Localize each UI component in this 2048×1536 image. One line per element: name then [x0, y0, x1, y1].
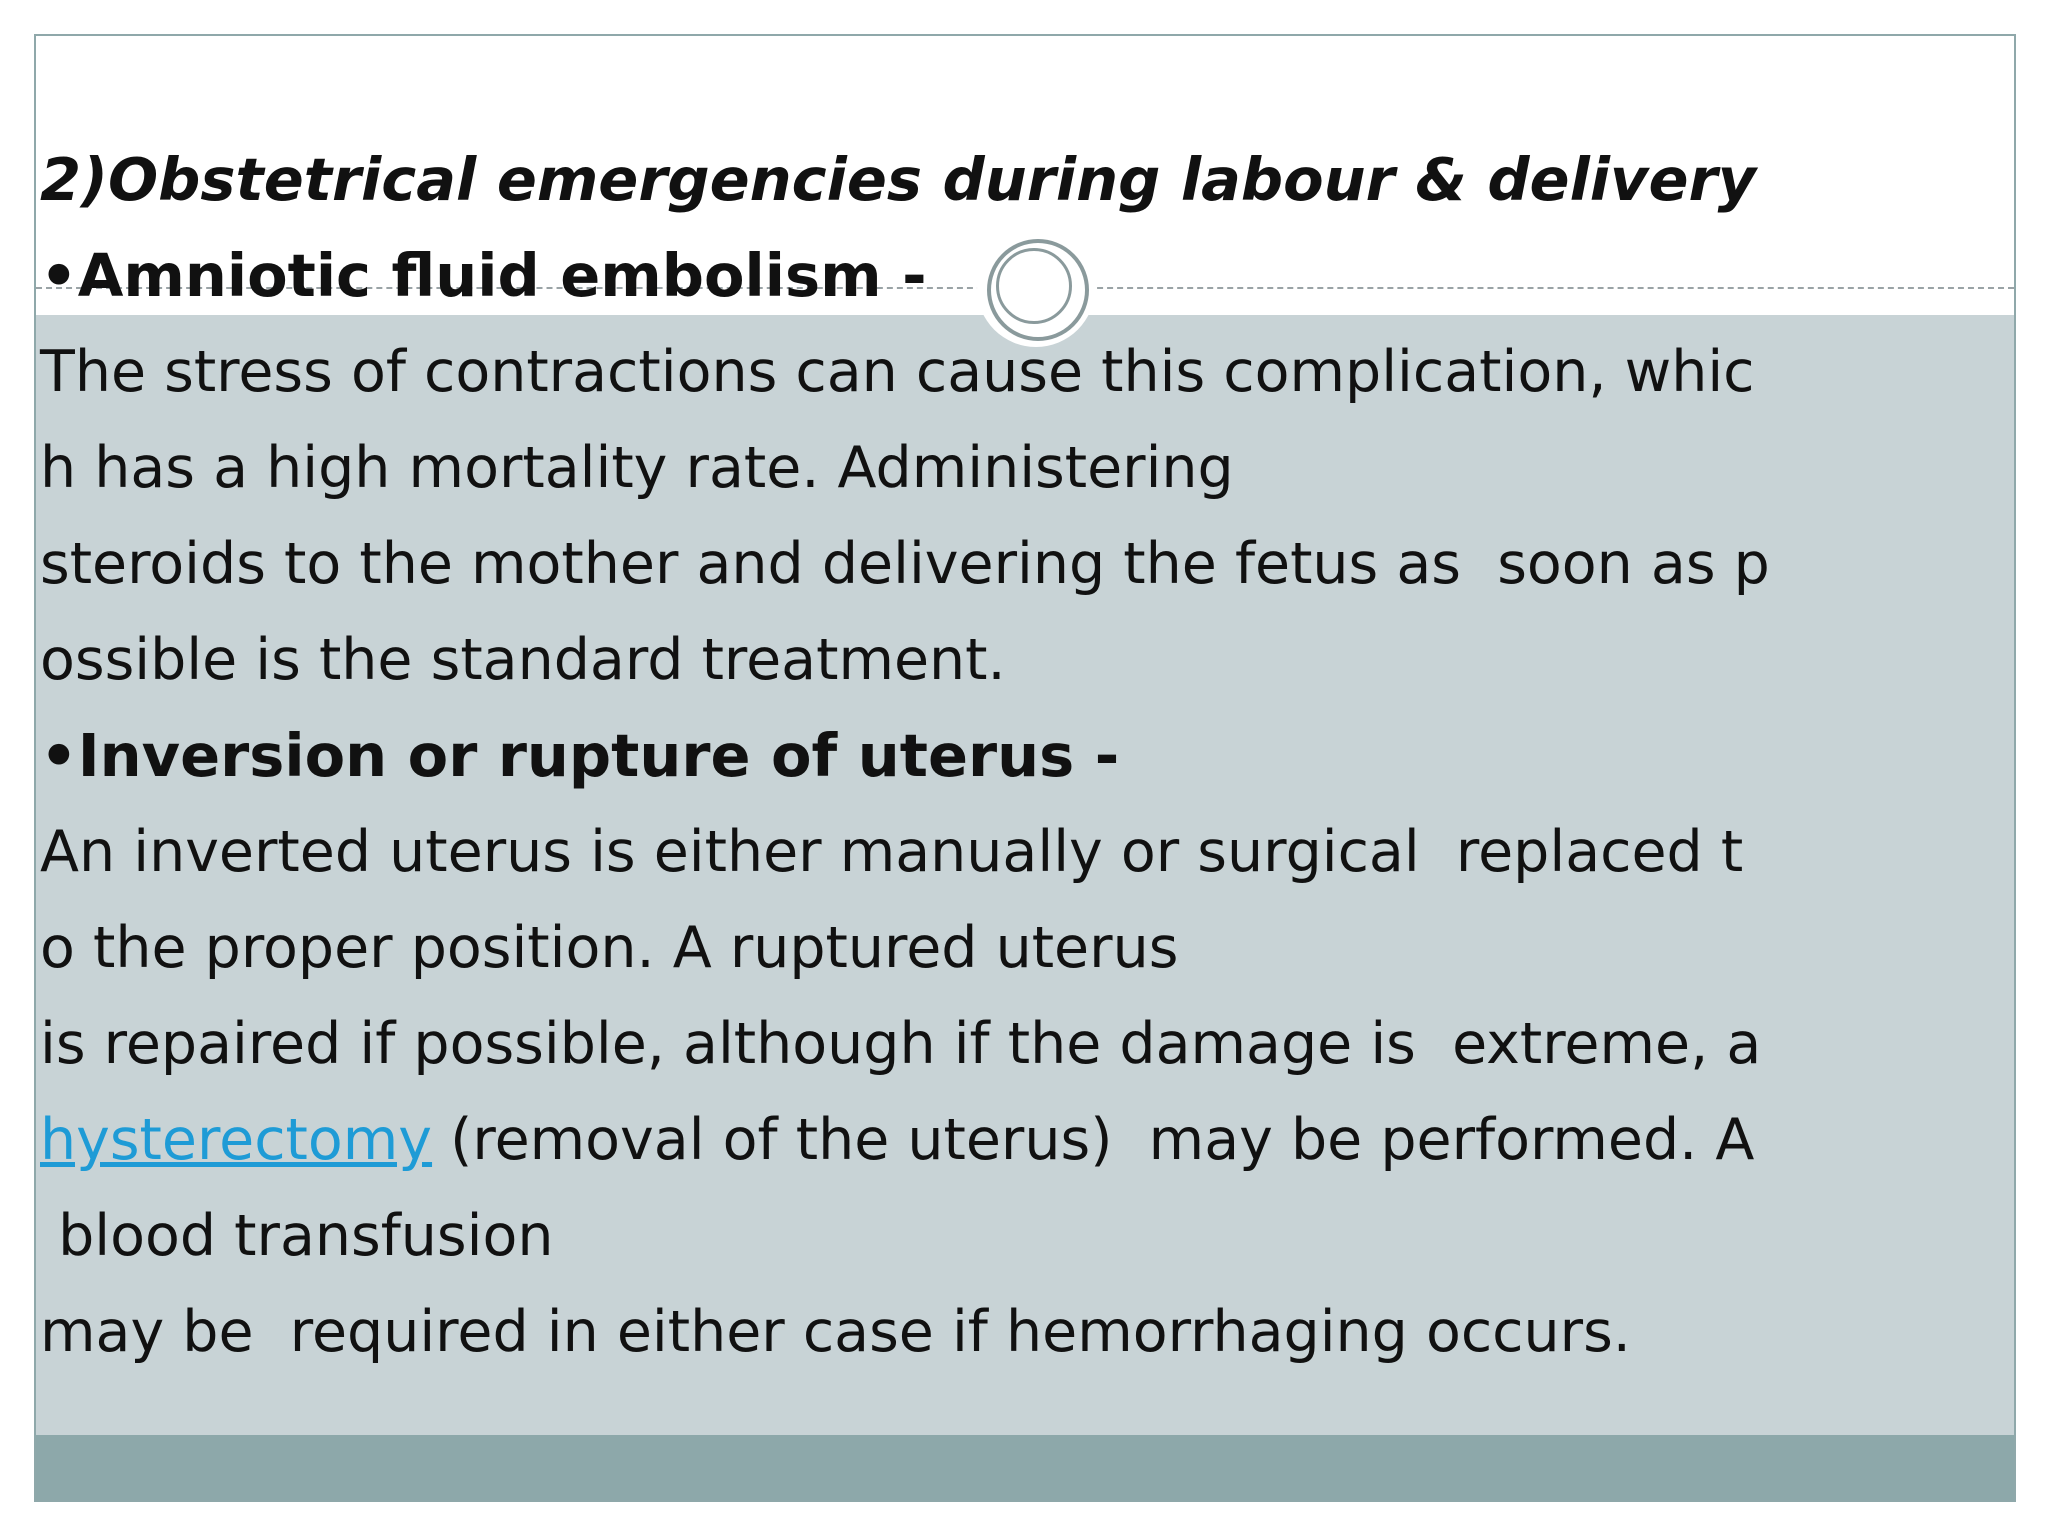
body-line: The stress of contractions can cause this complication, whic	[40, 339, 1755, 405]
bullet-heading-amniotic: •Amniotic fluid embolism -	[40, 241, 927, 310]
body-line: ossible is the standard treatment.	[40, 627, 1006, 693]
slide-title: 2)Obstetrical emergencies during labour & delivery	[40, 145, 1757, 214]
body-line-with-link	[40, 1092, 2000, 1188]
body-line: steroids to the mother and delivering the fetus as soon as p	[40, 531, 1770, 597]
body-line: may be required in either case if hemorrhaging occurs.	[40, 1299, 1631, 1365]
body-line: blood transfusion	[40, 1203, 554, 1269]
bullet-heading-uterus: •Inversion or rupture of uterus -	[40, 721, 1120, 790]
slide-content	[40, 132, 2000, 1380]
body-line: h has a high mortality rate. Administering	[40, 435, 1234, 501]
body-line: An inverted uterus is either manually or surgical replaced t	[40, 819, 1744, 885]
slide-footer-band	[36, 1435, 2014, 1502]
slide	[34, 34, 2016, 1502]
hysterectomy-link[interactable]: hysterectomy	[40, 1107, 433, 1173]
body-line-rest: (removal of the uterus) may be performed. A	[432, 1107, 1755, 1173]
body-line: o the proper position. A ruptured uterus	[40, 915, 1179, 981]
body-line: is repaired if possible, although if the damage is extreme, a	[40, 1011, 1762, 1077]
